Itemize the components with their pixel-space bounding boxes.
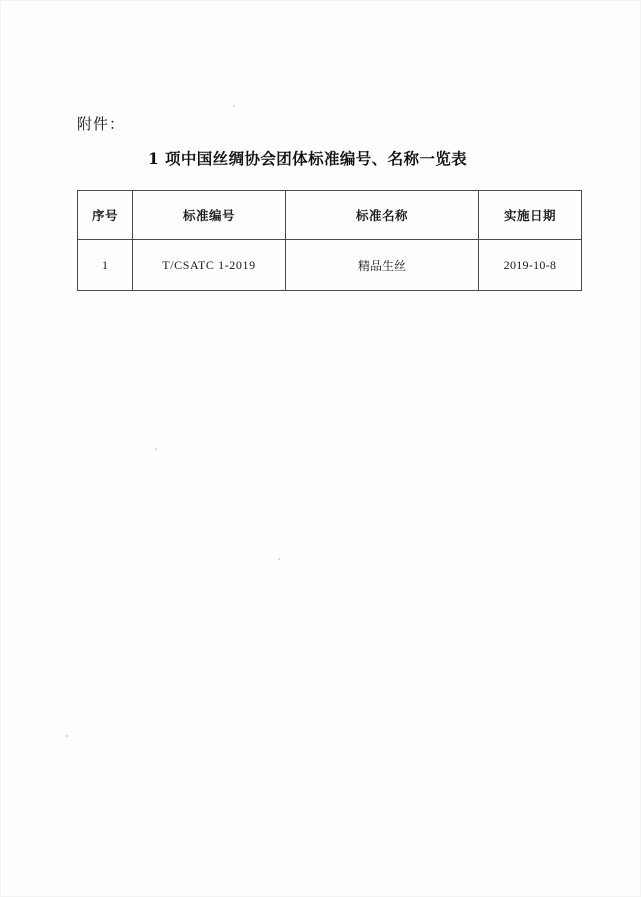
cell-name: 精品生丝 xyxy=(286,240,479,291)
column-header-name: 标准名称 xyxy=(286,191,479,240)
cell-date: 2019-10-8 xyxy=(479,240,582,291)
scan-speck xyxy=(233,105,235,107)
scan-speck xyxy=(278,558,280,560)
table-row xyxy=(78,240,582,291)
attachment-label: 附件： xyxy=(77,115,126,133)
cell-index: 1 xyxy=(78,240,133,291)
table-header-row xyxy=(78,191,582,240)
column-header-index: 序号 xyxy=(78,191,133,240)
standards-table xyxy=(77,190,582,291)
scan-speck xyxy=(66,735,68,737)
column-header-date: 实施日期 xyxy=(479,191,582,240)
cell-code: T/CSATC 1-2019 xyxy=(133,240,286,291)
page-title: 1 项中国丝绸协会团体标准编号、名称一览表 xyxy=(148,149,468,168)
column-header-code: 标准编号 xyxy=(133,191,286,240)
scan-speck xyxy=(155,448,157,450)
